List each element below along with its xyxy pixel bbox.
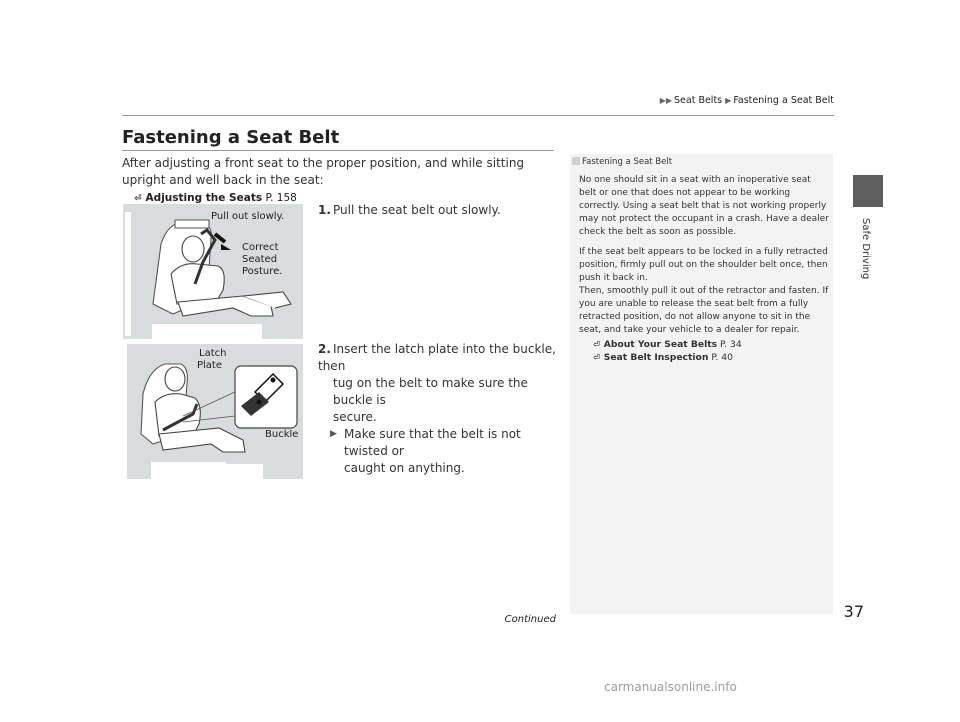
note-body [579,174,829,364]
note-ref-link[interactable] [579,351,829,364]
step-2-substep [330,426,558,477]
step-1 [318,202,501,219]
figure-label-latch-2: Plate [197,360,223,371]
section-label: Safe Driving [860,218,871,280]
substep-line-1: Make sure that the belt is not twisted or [344,427,521,458]
breadcrumb-item-seat-belts[interactable]: Seat Belts [674,95,723,106]
breadcrumb-item-fastening[interactable]: Fastening a Seat Belt [733,95,834,106]
page-number: 37 [843,602,864,621]
note-ref-link[interactable] [579,338,829,351]
step-1-number: 1. [318,203,331,217]
header-rule [122,115,834,116]
intro-block [122,155,556,208]
figure-label-posture-3: Posture. [242,266,283,277]
figure-label-pull: Pull out slowly. [211,211,285,222]
figure-label-posture-1: Correct [242,242,279,253]
step-2 [318,341,558,477]
note-heading [572,157,672,167]
note-paragraph-1: No one should sit in a seat with an inoperative seat belt or one that does not appear to be working correctly. Using a seat belt that is not working properly may not protect the occupant in a crash. Have a dealer check the belt as soon as possible. [579,175,829,237]
reference-arrow-icon: ⏎ [593,353,600,362]
note-heading-text: Fastening a Seat Belt [582,157,673,167]
intro-ref-page: P. 158 [265,192,297,204]
breadcrumb-arrow-icon: ▶▶ [659,96,672,105]
step-2-line-2: tug on the belt to make sure the buckle is [333,376,528,407]
note-ref-page: P. 40 [711,352,733,363]
watermark: carmanualsonline.info [604,680,737,694]
bullet-arrow-icon: ▶ [330,429,337,439]
note-paragraph-3: Then, smoothly pull it out of the retractor and fasten. If you are unable to release the seat belt from a fully retracted position, do not allow anyone to sit in the seat, and take your vehicle to a dealer for repair. [579,286,829,335]
intro-text: After adjusting a front seat to the proper position, and while sitting upright and well back in the seat: [122,156,525,187]
substep-line-2: caught on anything. [344,461,465,475]
figure-label-buckle: Buckle [265,429,299,440]
page-title: Fastening a Seat Belt [122,127,340,148]
intro-ref-label: Adjusting the Seats [145,192,263,204]
continued-label: Continued [504,614,556,625]
reference-arrow-icon: ⏎ [593,340,600,349]
step-2-number: 2. [318,342,331,356]
note-ref-page: P. 34 [720,339,742,350]
section-tab [853,175,883,207]
figure-label-latch-1: Latch [199,348,227,359]
step-2-line-1: Insert the latch plate into the buckle, then [318,342,556,373]
note-marker-icon [572,157,580,165]
note-paragraph-2: If the seat belt appears to be locked in a fully retracted position, firmly pull out on the shoulder belt once, then push it back in. [579,247,828,283]
step-2-line-3: secure. [333,410,377,424]
note-ref-label: About Your Seat Belts [603,339,718,350]
step-1-text: Pull the seat belt out slowly. [333,203,501,217]
note-ref-label: Seat Belt Inspection [603,352,709,363]
reference-arrow-icon: ⏎ [134,194,142,204]
breadcrumb-arrow-icon: ▶ [725,96,732,105]
title-rule [122,150,554,151]
figure-label-posture-2: Seated [242,254,278,265]
breadcrumb [500,95,834,106]
